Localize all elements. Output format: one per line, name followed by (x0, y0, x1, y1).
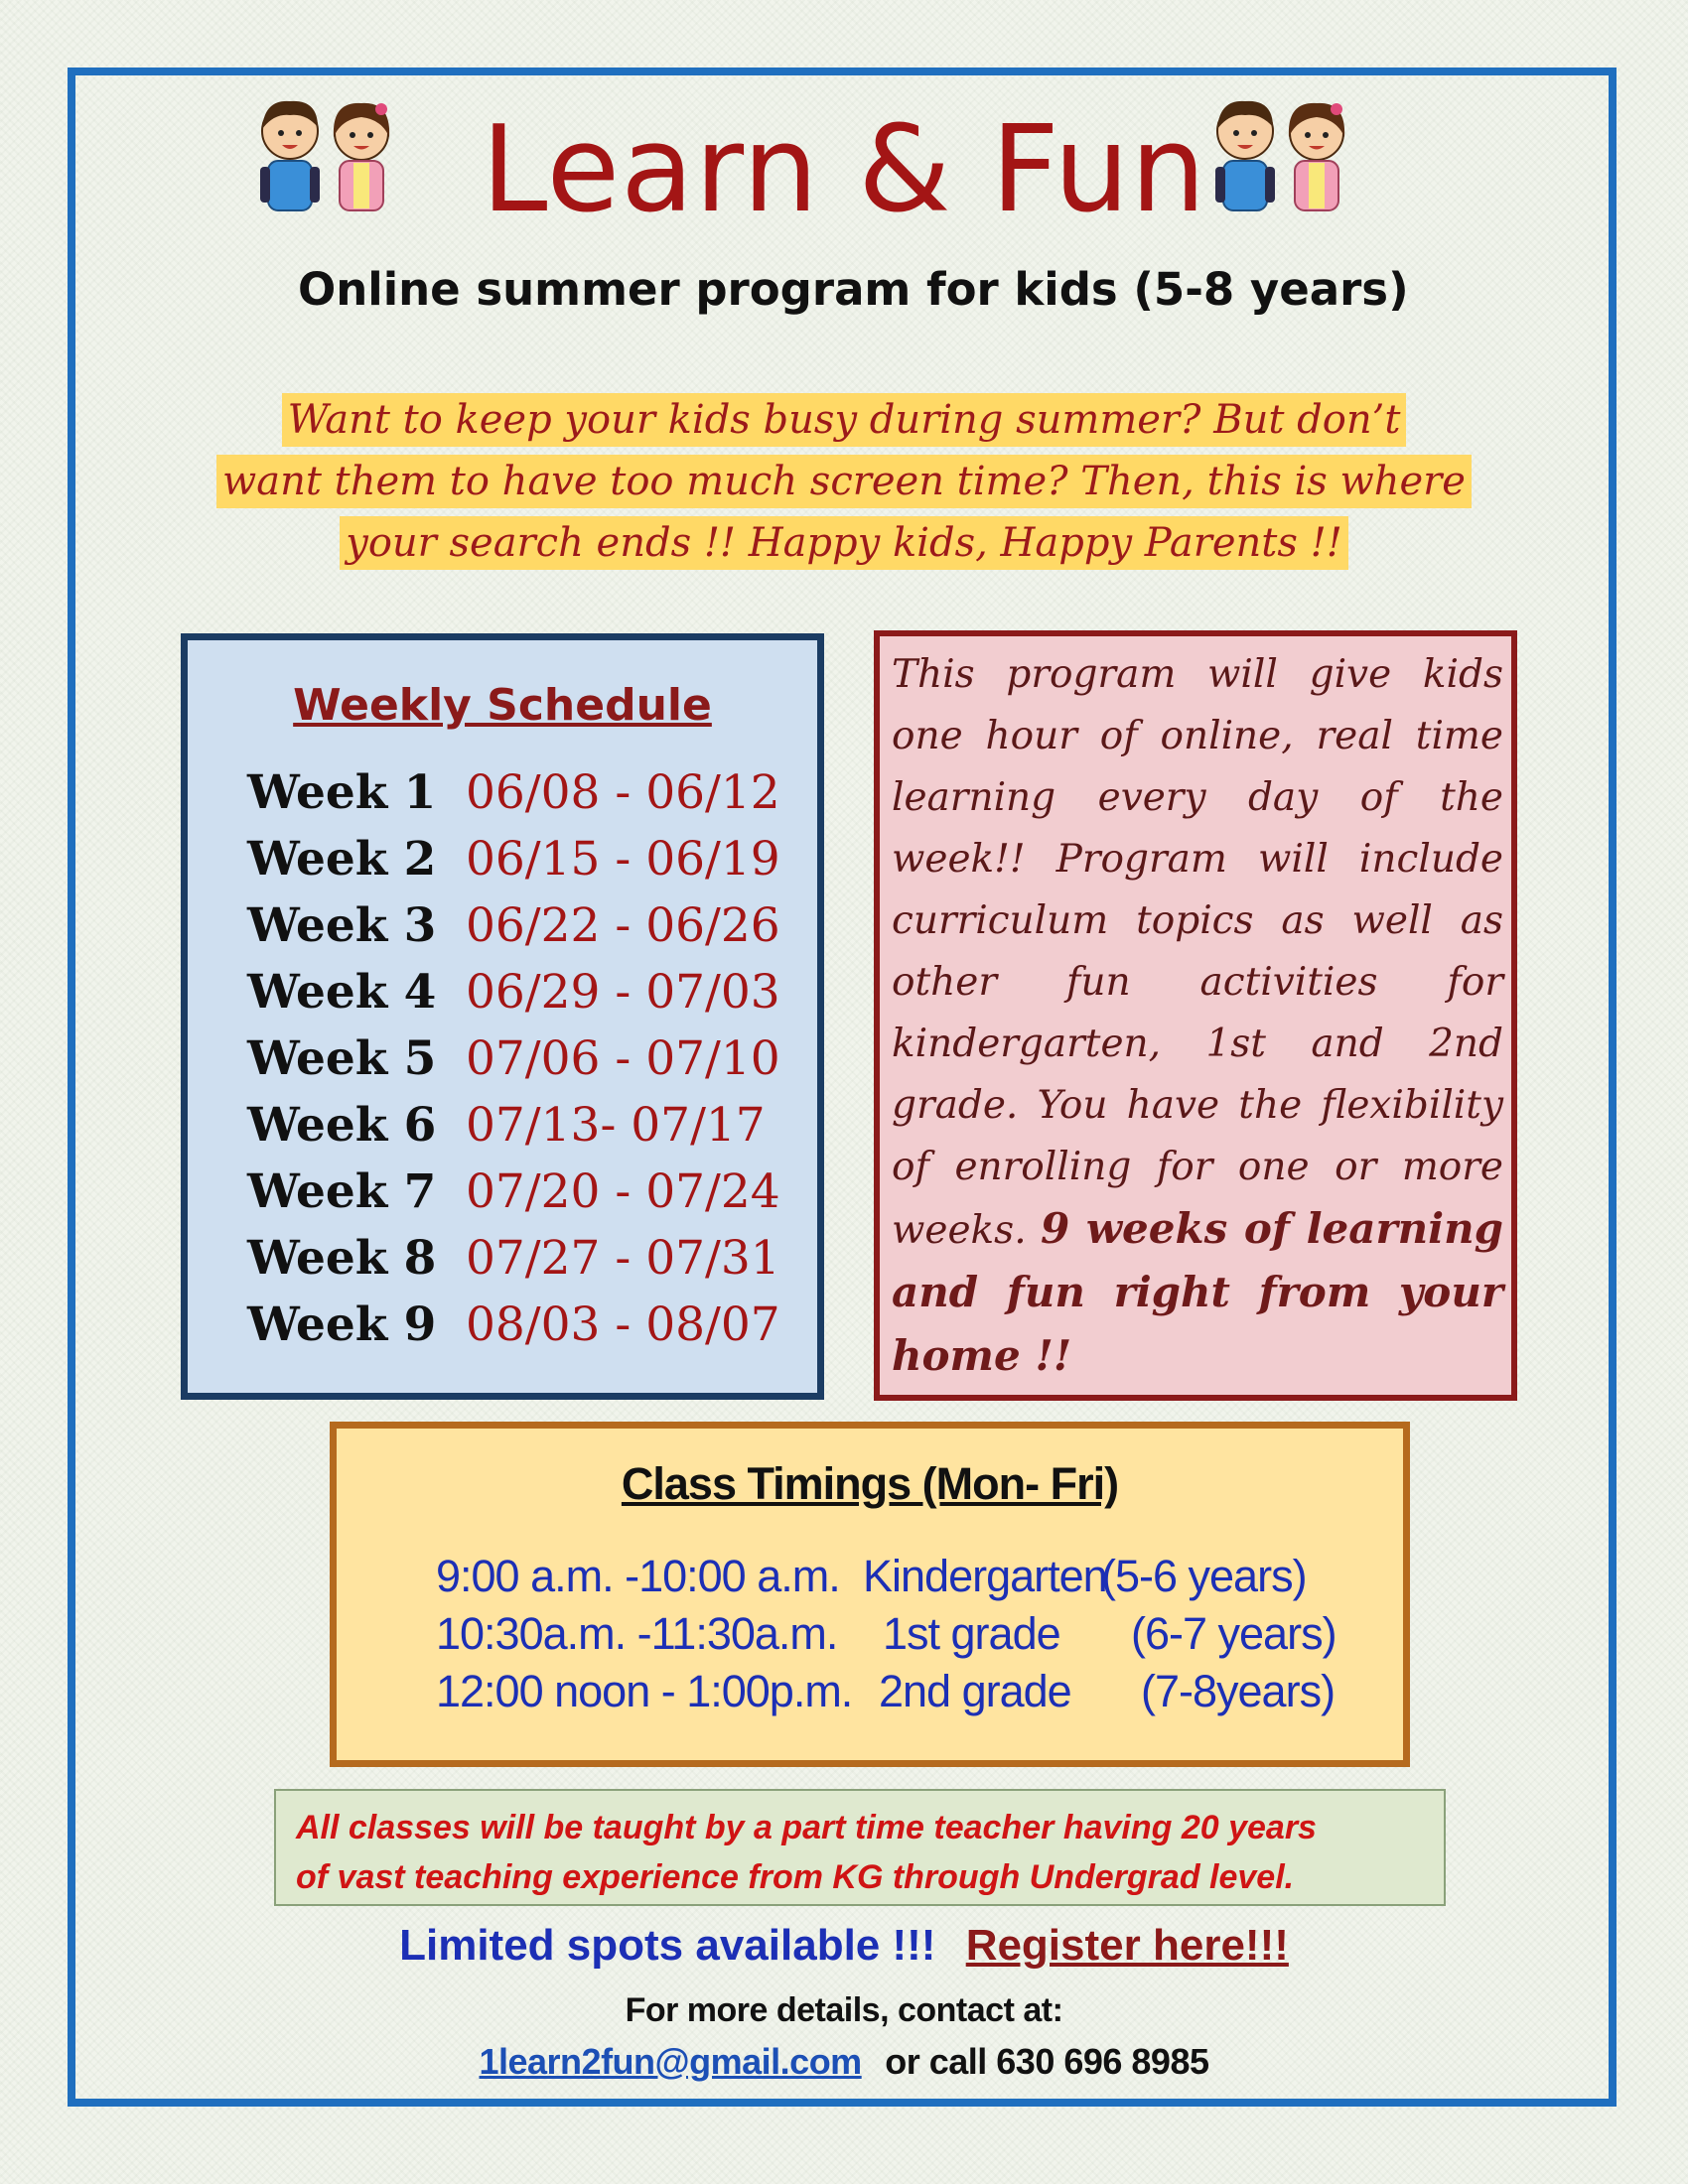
class-timings-box (330, 1422, 1410, 1767)
contact-heading: For more details, contact at: (625, 1991, 1063, 2029)
week-label: Week 4 (247, 965, 437, 1020)
intro-line: Want to keep your kids busy during summer? But don’t (282, 393, 1407, 447)
week-row (247, 959, 780, 1025)
week-row (247, 1225, 780, 1292)
week-dates: 06/08 - 06/12 (466, 765, 780, 820)
timing-time: 12:00 noon - 1:00p.m. (436, 1666, 853, 1716)
timing-time: 9:00 a.m. -10:00 a.m. (436, 1551, 840, 1601)
limited-spots-text: Limited spots available !!! (399, 1921, 936, 1970)
week-row (247, 1025, 780, 1092)
week-dates: 08/03 - 08/07 (466, 1297, 780, 1352)
timing-grade: Kindergarten (863, 1551, 1107, 1601)
timing-time: 10:30a.m. -11:30a.m. (436, 1608, 838, 1659)
teacher-note-line: of vast teaching experience from KG through Undergrad level. (296, 1858, 1295, 1896)
week-label: Week 7 (247, 1164, 437, 1219)
week-dates: 06/29 - 07/03 (466, 965, 780, 1020)
phone-text: or call 630 696 8985 (885, 2041, 1209, 2082)
description-text: This program will give kids one hour of online, real time learning every day of the week!! Program will include curriculum topics as well as other fun activities for kindergarten, 1st and 2nd grade. You have the flexibility of enrolling for one or more weeks. (892, 652, 1503, 1253)
page-title: Learn & Fun (481, 101, 1207, 239)
intro-line: your search ends !! Happy kids, Happy Parents !! (340, 516, 1348, 570)
week-dates: 07/27 - 07/31 (466, 1231, 780, 1286)
limited-spots-banner (0, 1916, 1688, 1976)
week-row (247, 1159, 780, 1225)
timing-list (436, 1548, 1336, 1720)
timing-age: (6-7 years) (1131, 1608, 1336, 1659)
week-label: Week 3 (247, 898, 437, 953)
week-label: Week 6 (247, 1098, 437, 1153)
timing-grade: 2nd grade (879, 1666, 1071, 1716)
week-dates: 07/20 - 07/24 (466, 1164, 780, 1219)
teacher-note (274, 1789, 1446, 1906)
timing-grade: 1st grade (883, 1608, 1060, 1659)
program-description (892, 644, 1503, 1389)
timing-age: (7-8years) (1141, 1666, 1336, 1716)
register-link[interactable]: Register here!!! (965, 1921, 1289, 1970)
week-label: Week 5 (247, 1031, 437, 1086)
page-subtitle: Online summer program for kids (5-8 years) (298, 263, 1409, 316)
intro-text (199, 389, 1489, 574)
week-dates: 07/13- 07/17 (466, 1098, 766, 1153)
schedule-heading: Weekly Schedule (293, 680, 712, 731)
email-link[interactable]: 1learn2fun@gmail.com (479, 2041, 862, 2082)
intro-line: want them to have too much screen time? Then, this is where (216, 455, 1472, 508)
week-dates: 07/06 - 07/10 (466, 1031, 780, 1086)
week-dates: 06/15 - 06/19 (466, 832, 780, 887)
week-label: Week 2 (247, 832, 437, 887)
week-row (247, 826, 780, 892)
timing-row (436, 1605, 1336, 1663)
week-row (247, 1292, 780, 1358)
week-row (247, 892, 780, 959)
teacher-note-line: All classes will be taught by a part time teacher having 20 years (296, 1809, 1317, 1846)
week-row (247, 1092, 780, 1159)
timing-row (436, 1548, 1336, 1605)
program-description-box (874, 630, 1517, 1401)
timing-row (436, 1663, 1336, 1720)
contact-line (0, 2037, 1688, 2087)
description-emphasis: 9 weeks of learning and fun right from your home !! (892, 1204, 1503, 1380)
timing-age: (5-6 years) (1101, 1551, 1307, 1601)
week-label: Week 8 (247, 1231, 437, 1286)
week-row (247, 759, 780, 826)
week-label: Week 9 (247, 1297, 437, 1352)
timings-heading: Class Timings (Mon- Fri) (621, 1458, 1119, 1509)
week-dates: 06/22 - 06/26 (466, 898, 780, 953)
week-label: Week 1 (247, 765, 437, 820)
weekly-schedule-box (181, 633, 824, 1400)
week-list (247, 759, 780, 1358)
